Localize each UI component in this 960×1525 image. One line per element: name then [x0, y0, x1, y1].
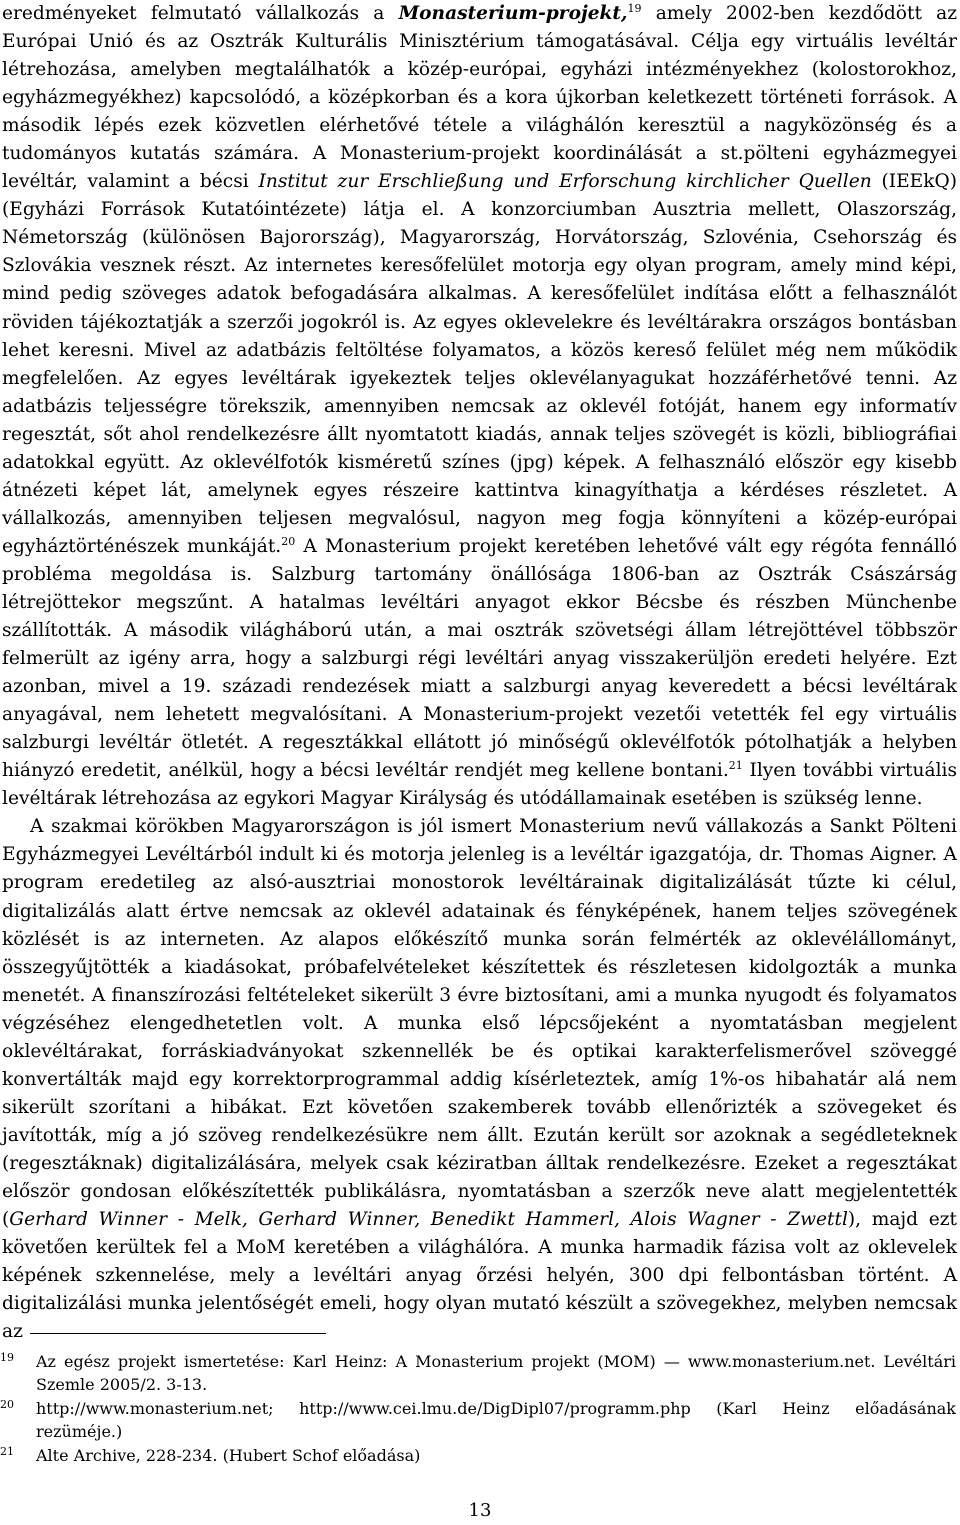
paragraph-text: A Monasterium projekt keretében lehetővé vált egy régóta fennálló probléma megoldása is. Salzburg tartomány önállósága 1806-ban az Osztrák Császárság létrejöttekor megszűnt. A hatalmas levéltári anyagot ekkor Bécsbe és részben Münchenbe szállították. A második világháború után, a mai osztrák szövetségi állam létrejöttével többször felmerült az igény arra, hogy a salzburgi régi levéltári anyag visszakerüljön eredeti helyére. Ezt azonban, mivel a 19. századi rendezések miatt a salzburgi anyag keveredett a bécsi levéltárak anyagával, nem lehetett megvalósítani. A Monasterium-projekt vezetői vetették fel egy virtuális salzburgi levéltár ötletét. A regesztákkal ellátott jó minőségű oklevélfotók pótolhatják a helyben hiányzó eredetit, anélkül, hogy a bécsi levéltár rendjét meg kellene bontani.	[2, 535, 958, 782]
paragraph-text: A szakmai körökben Magyarországon is jól ismert Monasterium nevű vállakozás a Sankt Pölteni Egyházmegyei Levéltárból indult ki és motorja jelenleg is a levéltár igazgatója, dr. Thomas Aigner. A program eredetileg az alsó-ausztriai monostorok levéltárainak digitalizálását tűzte ki célul, digitalizálás alatt értve nemcsak az oklevél adatainak és fényképének, hanem teljes szövegének közlését is az interneten. Az alapos előkészítő munka során felmérték az oklevélállományt, összegyűjtötték a kiadásokat, próbafelvételeket készítettek és részletesen kidolgozták a munka menetét. A finanszírozási feltételeket sikerült 3 évre biztosítani, ami a munka nyugodt és folyamatos végzéséhez elengedhetetlen volt. A munka első lépcsőjeként a nyomtatásban megjelent oklevéltárakat, forráskiadványokat szkennellék be és optikai karakterfelismerővel szöveggé konvertálták majd egy korrektorprogrammal addig kísérleteztek, amíg 1%-os hibahatár alá nem sikerült szorítani a hibákat. Ezt követően szakemberek tovább ellenőrizték a szövegeket és javították, míg a jó szöveg rendelkezésükre nem állt. Ezután került sor azoknak a segédleteknek (regesztáknak) digitalizálására, melyek csak kéziratban álltak rendelkezésre. Ezeket a regesztákat először gondosan előkészítették publikálásra, nyomtatásban a szerzők neve alatt megjelentették (	[2, 816, 957, 1231]
paragraph-text: ), majd ezt követően kerültek fel a MoM keretében a világhálóra. A munka harmadik fázisa volt az oklevelek képének szkennelése, mely a levéltári anyag őrzési helyén, 300 dpi felbontásban történt. A digitalizálási munka jelentőségét emeli, hogy olyan mutató készült a szövegekhez, melyben nemcsak az	[2, 1209, 957, 1343]
footnote-ref-19[interactable]: 19	[627, 1, 642, 15]
footnote-separator	[30, 1333, 326, 1334]
paragraph-text: Ilyen további virtuális levéltárak létrehozása az egykori Magyar Királyság és utódállamainak esetében is szükség lenne.	[2, 760, 958, 810]
paragraph-monasterium-project	[2, 0, 957, 813]
institute-name-italic: Institut zur Erschließung und Erforschung kirchlicher Quellen	[258, 171, 872, 193]
author-names-italic: Gerhard Winner - Melk, Gerhard Winner, Benedikt Hammerl, Alois Wagner - Zwettl	[9, 1209, 848, 1231]
page-number: 13	[468, 1500, 492, 1521]
project-name-emphasis: Monasterium-projekt,	[398, 3, 628, 24]
paragraph-text: (IEEkQ) (Egyházi Források Kutatóintézete) látja el. A konzorciumban Ausztria mellett, Olaszország, Németország (különösen Bajorország), Magyarország, Horvátország, Szlovénia, Csehország és Szlovákia vesznek részt. Az internetes keresőfelület motorja egy olyan program, amely mind képi, mind pedig szöveges adatok befogadására alkalmas. A keresőfelület indítása előtt a felhasználót röviden tájékoztatják a szerzői jogokról is. Az egyes oklevelekre és levéltárakra országos bontásban lehet keresni. Mivel az adatbázis feltöltése folyamatos, a közös kereső felület még nem működik megfelelően. Az egyes levéltárak igyekeztek teljes oklevélanyagukat hozzáférhetővé tenni. Az adatbázis teljességre törekszik, amennyiben nemcsak az oklevél fotóját, hanem egy informatív regesztát, sőt ahol rendelkezésre állt nyomtatott kiadás, annak teljes szövegét is közli, bibliográfiai adatokkal együtt. Az oklevélfotók kisméretű színes (jpg) képek. A felhasználó először egy kisebb átnézeti képet lát, amelynek egyes részeire kattintva kinagyíthatja a kérdéses részletet. A vállalkozás, amennyiben teljesen megvalósul, nagyon meg fogja könnyíteni a közép-európai egyháztörténészek munkáját.	[2, 171, 957, 557]
footnote-number: 20	[0, 1398, 14, 1411]
footnote-ref-21[interactable]: 21	[728, 759, 743, 773]
footnote-number: 19	[0, 1351, 14, 1364]
footnote-number: 21	[0, 1445, 14, 1458]
paragraph-digitization-process	[2, 813, 957, 1346]
footnotes	[0, 1350, 956, 1468]
footnote-text: Az egész projekt ismertetése: Karl Heinz: A Monasterium projekt (MOM) — www.monasterium.net. Levéltári Szemle 2005/2. 3-13.	[36, 1352, 956, 1394]
footnote-19	[0, 1350, 956, 1396]
paragraph-text: eredményeket felmutató vállalkozás a	[2, 3, 399, 24]
footnote-20	[0, 1397, 956, 1443]
main-text	[2, 0, 957, 1346]
footnote-21	[0, 1444, 956, 1467]
paragraph-text: amely 2002-ben kezdődött az Európai Unió és az Osztrák Kulturális Minisztérium támogatásával. Célja egy virtuális levéltár létrehozása, amelyben megtalálhatók a közép-európai, egyházi intézményekhez (kolostorokhoz, egyházmegyékhez) kapcsolódó, a középkorban és a kora újkorban keletkezett történeti források. A második lépés ezek közvetlen elérhetővé tétele a világhálón keresztül a nagyközönség és a tudományos kutatás számára. A Monasterium-projekt koordinálását a st.pölteni egyházmegyei levéltár, valamint a bécsi	[2, 3, 958, 193]
footnote-ref-20[interactable]: 20	[281, 534, 296, 548]
footnote-text: http://www.monasterium.net; http://www.cei.lmu.de/DigDipl07/programm.php (Karl Heinz előadásának rezüméje.)	[36, 1399, 956, 1441]
footnote-text: Alte Archive, 228-234. (Hubert Schof előadása)	[36, 1446, 421, 1465]
